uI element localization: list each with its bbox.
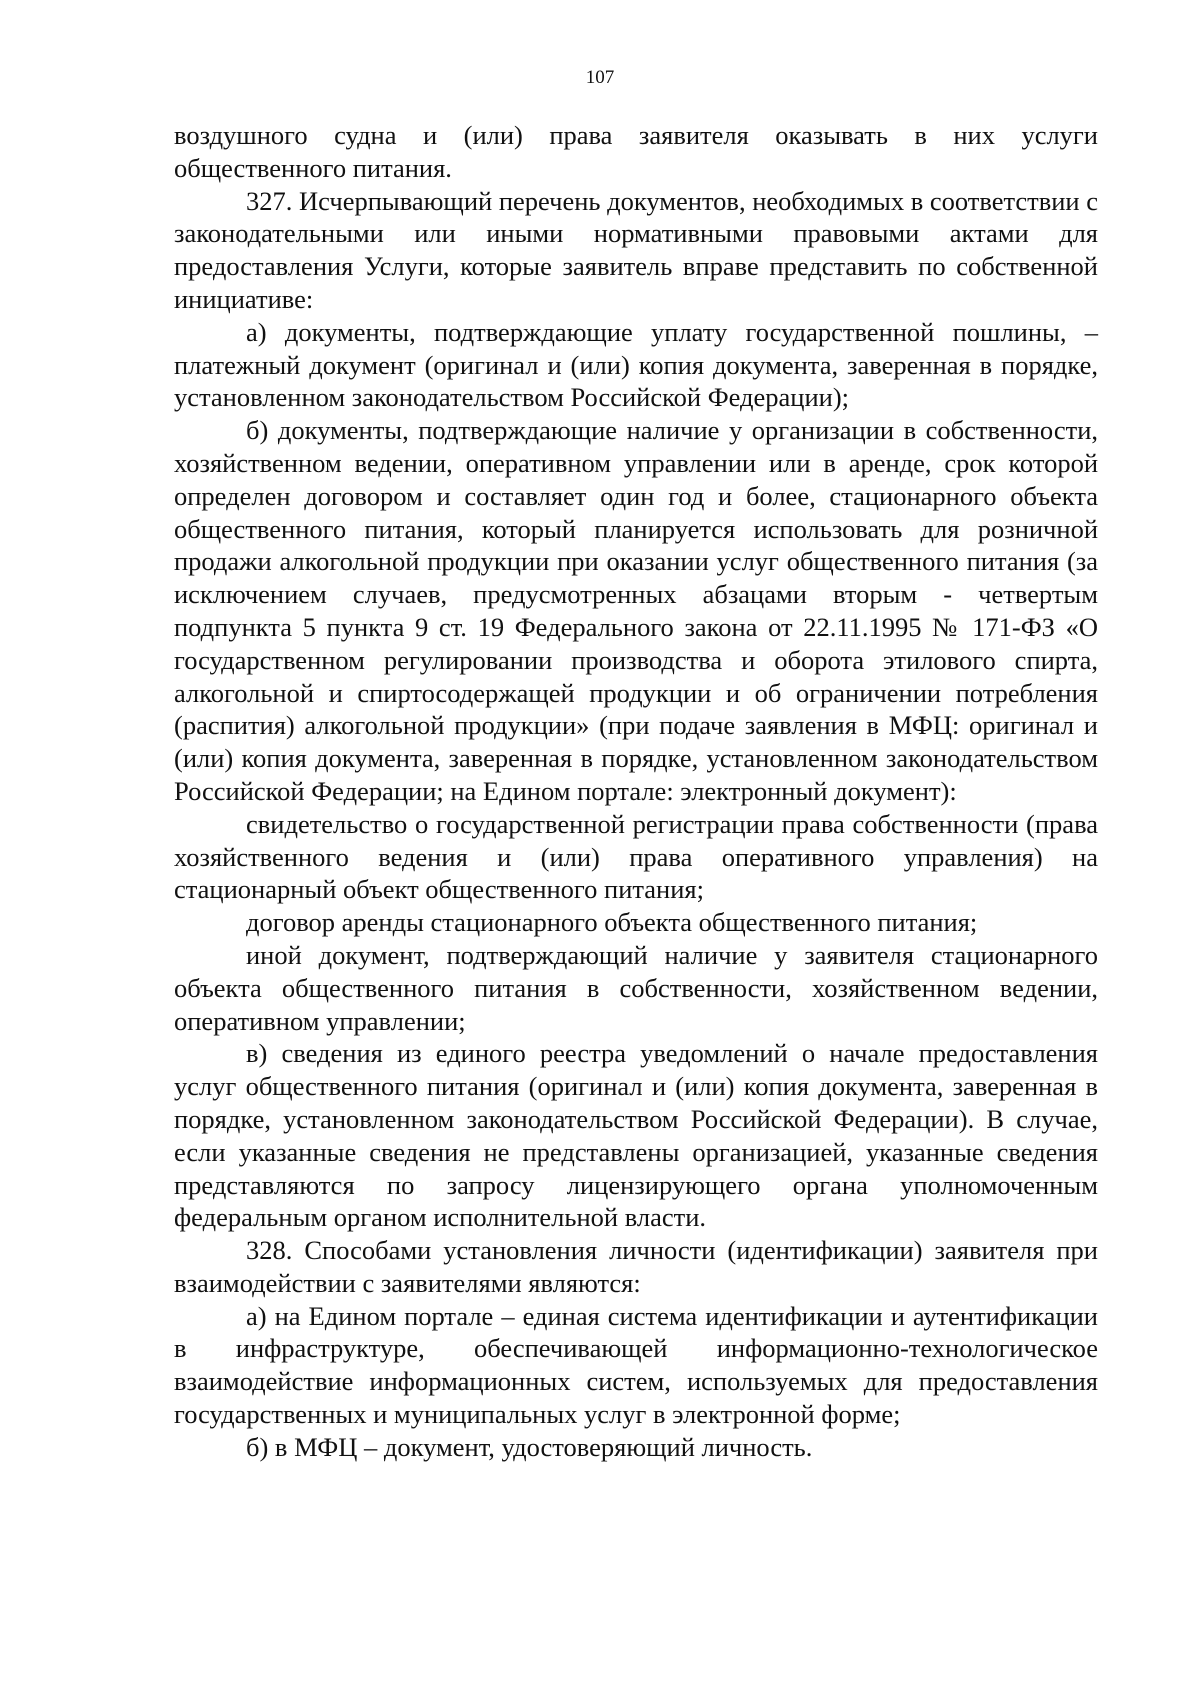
paragraph-327-b-certificate: свидетельство о государственной регистрации права собственности (права хозяйственного ведения и (или) права оперативного управления) на стационарный объект общественного питания; xyxy=(174,808,1098,905)
paragraph-327-b-other: иной документ, подтверждающий наличие у заявителя стационарного объекта общественного питания в собственности, хозяйственном ведении, оперативном управлении; xyxy=(174,939,1098,1036)
paragraph-328-a: а) на Едином портале – единая система идентификации и аутентификации в инфраструктуре, обеспечивающей информационно-технологическое взаимодействие информационных систем, используемых для предоставления государственных и муниципальных услуг в электронной форме; xyxy=(174,1300,1098,1430)
paragraph-continuation: воздушного судна и (или) права заявителя оказывать в них услуги общественного питания. xyxy=(174,120,1098,183)
document-body xyxy=(174,119,1098,1464)
paragraph-327: 327. Исчерпывающий перечень документов, необходимых в соответствии с законодательными или иными нормативными правовыми актами для предоставления Услуги, которые заявитель вправе представить по собственной инициативе: xyxy=(174,185,1098,314)
paragraph-327-b: б) документы, подтверждающие наличие у организации в собственности, хозяйственном ведении, оперативном управлении или в аренде, срок которой определен договором и составляет один год и более, стационарного объекта общественного питания, который планируется использовать для розничной продажи алкогольной продукции при оказании услуг общественного питания (за исключением случаев, предусмотренных абзацами вторым - четвертым подпункта 5 пункта 9 ст. 19 Федерального закона от 22.11.1995 № 171-ФЗ «О государственном регулировании производства и оборота этилового спирта, алкогольной и спиртосодержащей продукции и об ограничении потребления (распития) алкогольной продукции» (при подаче заявления в МФЦ: оригинал и (или) копия документа, заверенная в порядке, установленном законодательством Российской Федерации; на Едином портале: электронный документ): xyxy=(174,415,1098,806)
paragraph-328: 328. Способами установления личности (идентификации) заявителя при взаимодействии с заявителями являются: xyxy=(174,1235,1098,1298)
paragraph-328-b: б) в МФЦ – документ, удостоверяющий личность. xyxy=(246,1431,813,1462)
page-number: 107 xyxy=(585,67,615,88)
paragraph-327-b-lease: договор аренды стационарного объекта общественного питания; xyxy=(246,907,978,938)
paragraph-327-a: а) документы, подтверждающие уплату государственной пошлины, – платежный документ (оригинал и (или) копия документа, заверенная в порядке, установленном законодательством Российской Федерации); xyxy=(174,316,1098,413)
paragraph-327-v: в) сведения из единого реестра уведомлений о начале предоставления услуг общественного питания (оригинал и (или) копия документа, заверенная в порядке, установленном законодательством Российской Федерации). В случае, если указанные сведения не представлены организацией, указанные сведения представляются по запросу лицензирующего органа уполномоченным федеральным органом исполнительной власти. xyxy=(174,1038,1098,1233)
